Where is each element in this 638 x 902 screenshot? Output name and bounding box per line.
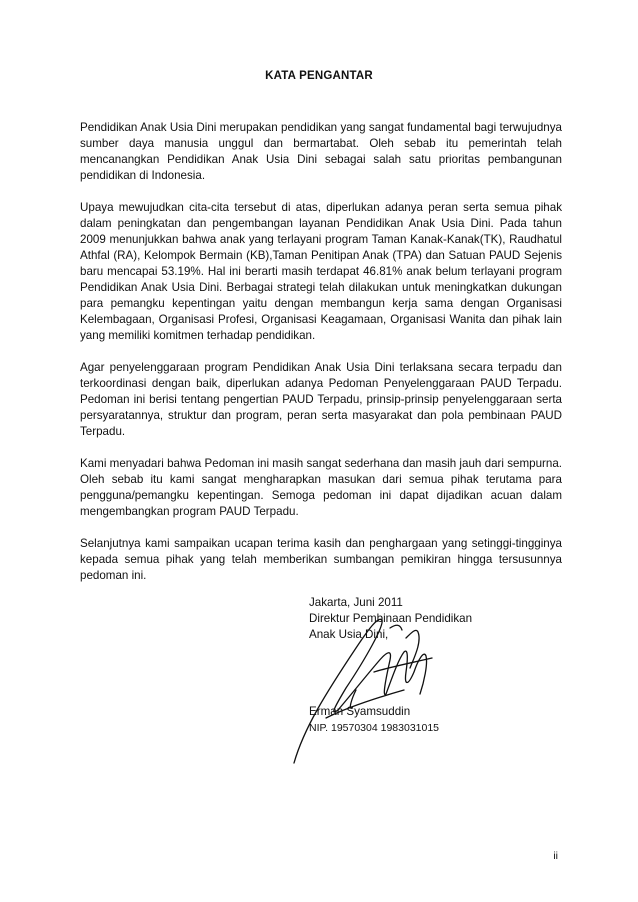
page-number: ii [553,850,558,862]
paragraph-4: Kami menyadari bahwa Pedoman ini masih sangat sederhana dan masih jauh dari sempurna. Oleh sebab itu kami sangat mengharapkan masukan dari semua pihak terutama para pengguna/pemangku kepentingan. Semoga pedoman ini dapat dijadikan acuan dalam mengembangkan program PAUD Terpadu. [80,457,562,518]
handwritten-signature [286,598,446,768]
signatory-block [309,704,439,736]
position-line-2: Anak Usia Dini, [309,628,389,641]
signatory-nip: NIP. 19570304 1983031015 [309,722,440,734]
paragraph-3: Agar penyelenggaraan program Pendidikan Anak Usia Dini terlaksana secara terpadu dan terkoordinasi dengan baik, diperlukan adanya Pedoman Penyelenggaraan PAUD Terpadu. Pedoman ini berisi tentang pengertian PAUD Terpadu, prinsip-prinsip penyelenggaraan serta persyaratannya, struktur dan program, peran serta masyarakat dan pola pembinaan PAUD Terpadu. [80,361,562,438]
page-title: KATA PENGANTAR [265,70,373,82]
signatory-name: Erman Syamsuddin [309,705,411,718]
paragraph-5: Selanjutnya kami sampaikan ucapan terima kasih dan penghargaan yang setinggi-tingginya kepada semua pihak yang telah memberikan sumbangan pemikiran hingga tersusunnya pedoman ini. [80,537,562,582]
place-date: Jakarta, Juni 2011 [309,596,403,609]
body-text [80,120,562,600]
paragraph-2: Upaya mewujudkan cita-cita tersebut di atas, diperlukan adanya peran serta semua pihak dalam peningkatan dan pengembangan layanan Pendidikan Anak Usia Dini. Pada tahun 2009 menunjukkan bahwa anak yang terlayani program Taman Kanak-Kanak(TK), Raudhatul Athfal (RA), Kelompok Bermain (KB),Taman Penitipan Anak (TPA) dan Satuan PAUD Sejenis baru mencapai 53.19%. Hal ini berarti masih terdapat 46.81% anak belum terlayani program Pendidikan Anak Usia Dini. Berbagai strategi telah dilakukan untuk meningkatkan dukungan para pemangku kepentingan yaitu dengan membangun kerja sama dengan Organisasi Kelembagaan, Organisasi Profesi, Organisasi Keagamaan, Organisasi Wanita dan pihak lain yang memiliki komitmen terhadap pendidikan. [80,201,562,342]
position-line-1: Direktur Pembinaan Pendidikan [309,612,473,625]
paragraph-1: Pendidikan Anak Usia Dini merupakan pendidikan yang sangat fundamental bagi terwujudnya sumber daya manusia unggul dan bermartabat. Oleh sebab itu pemerintah telah mencanangkan Pendidikan Anak Usia Dini sebagai salah satu prioritas pembangunan pendidikan di Indonesia. [80,121,562,182]
